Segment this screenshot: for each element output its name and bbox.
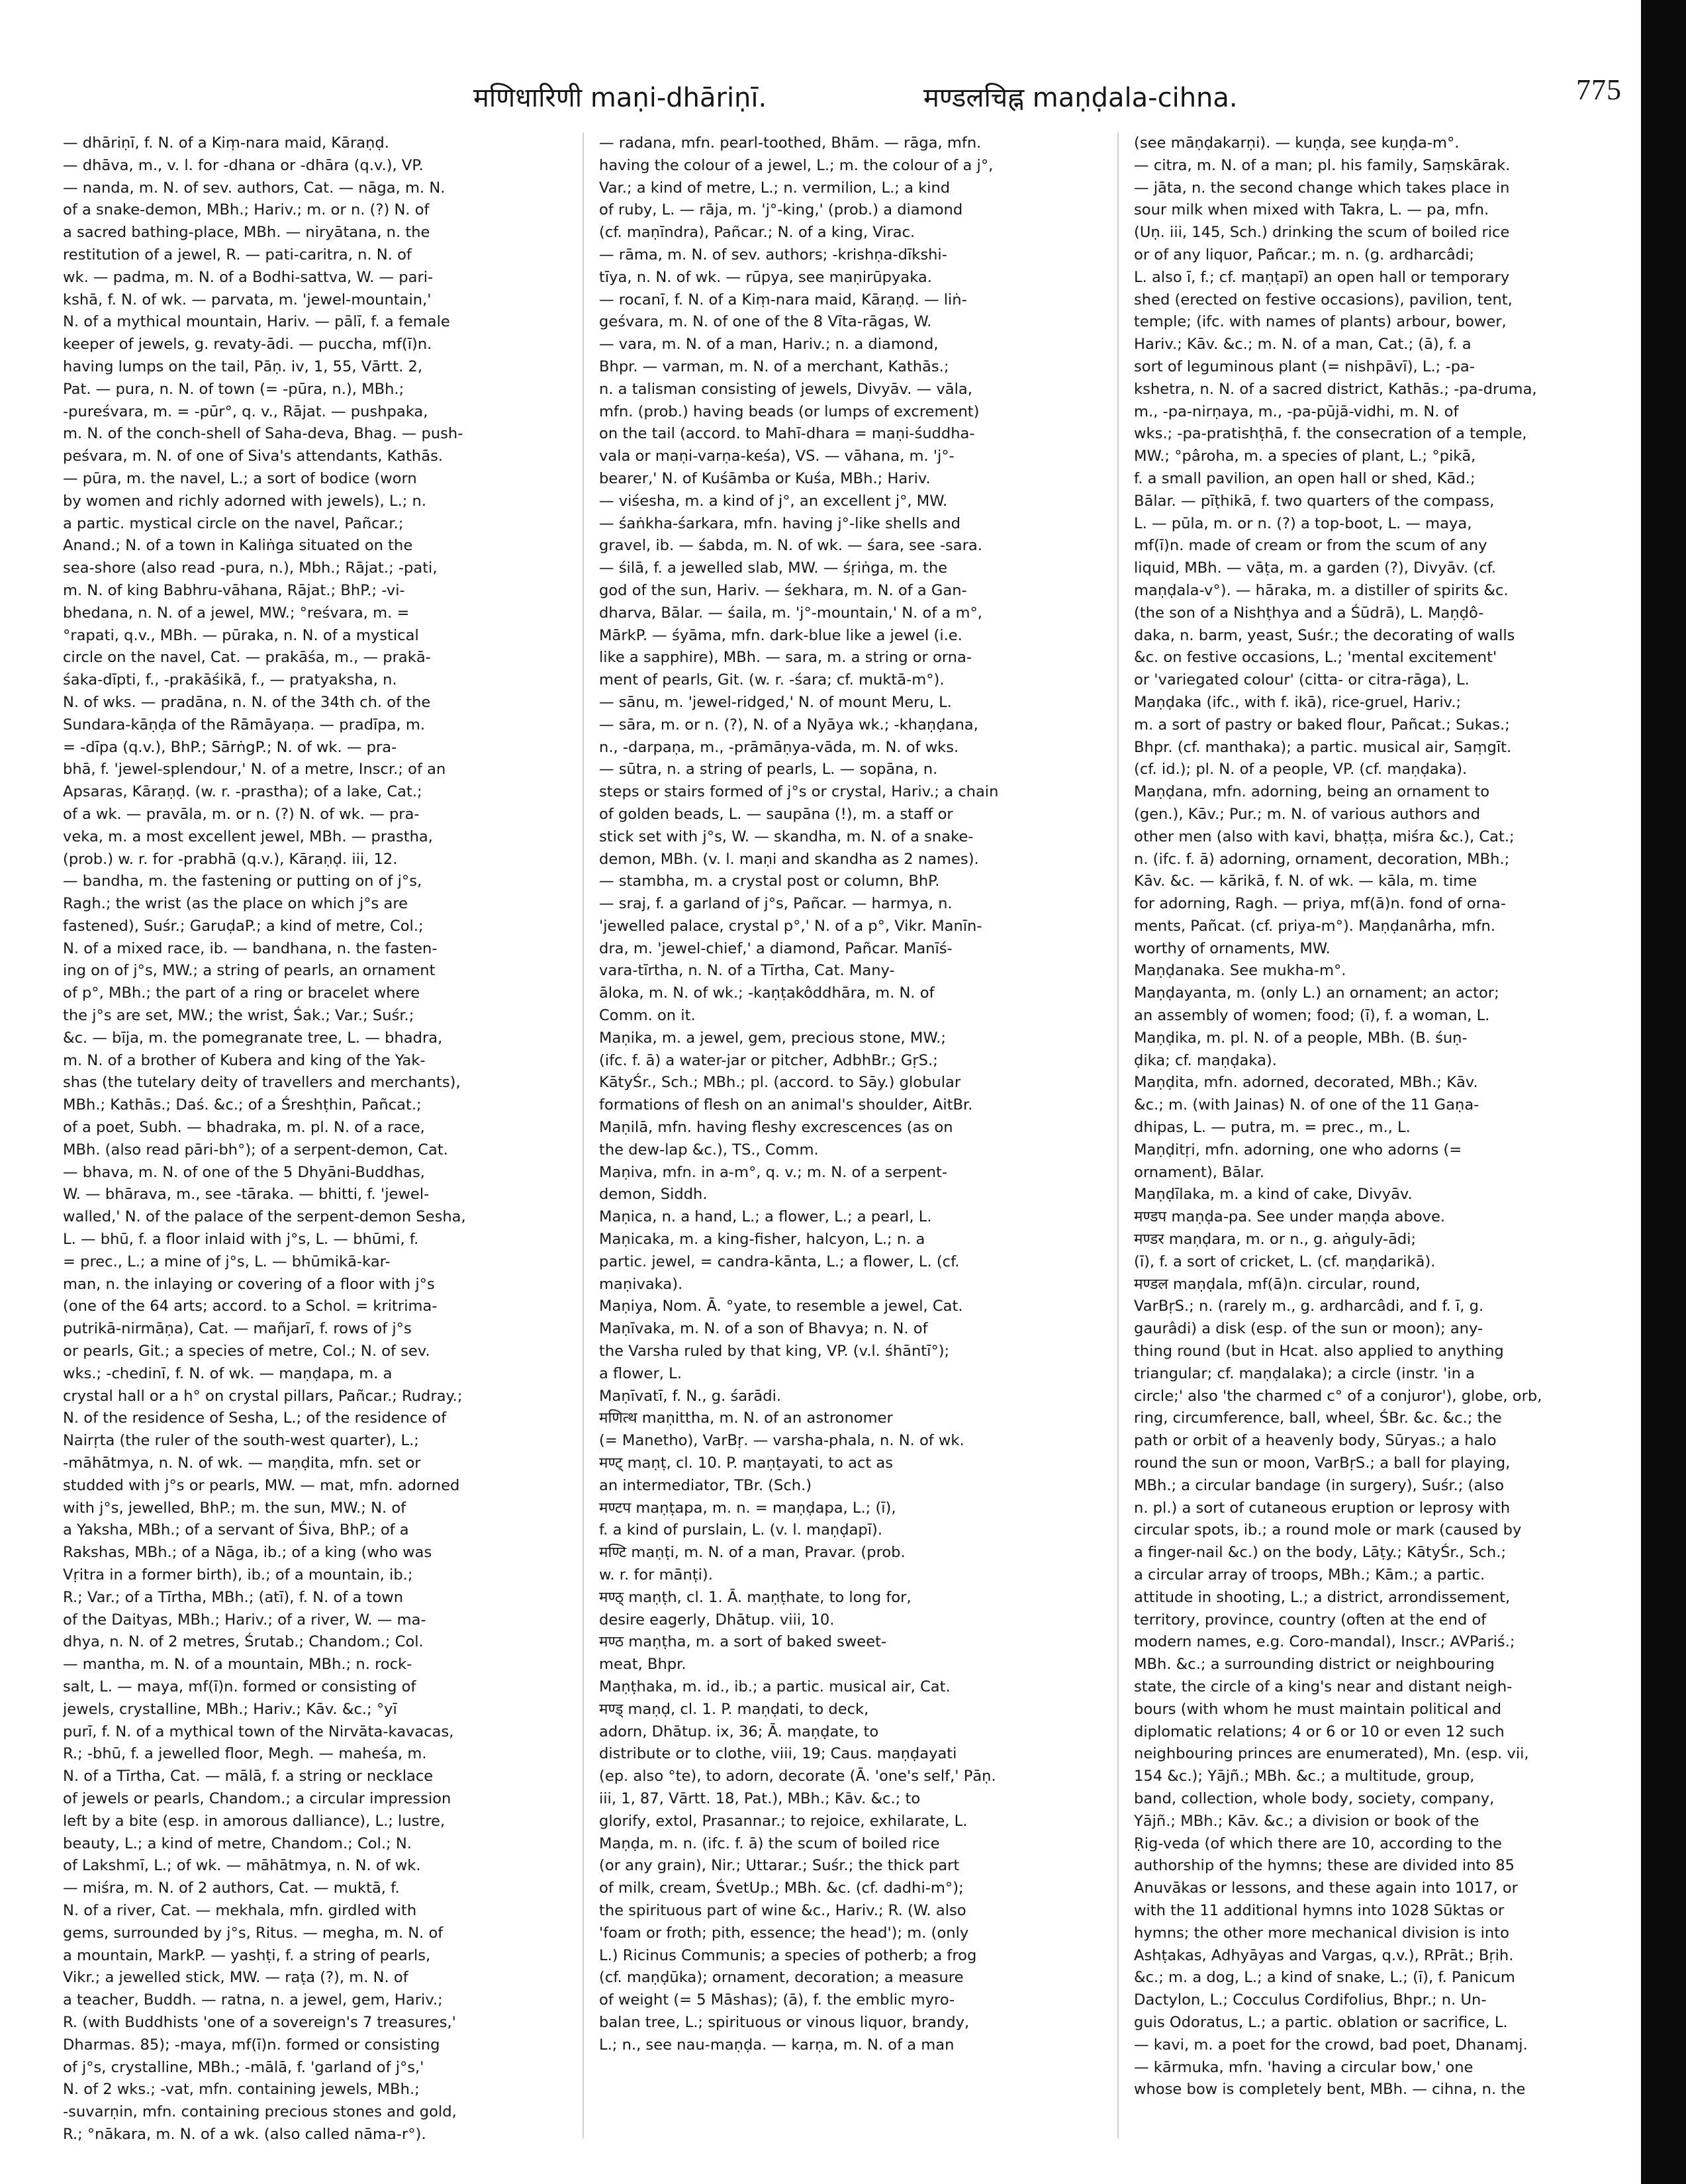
text-line: Apsaras, Kāraṇḍ. (w. r. -prastha); of a lake, Cat.; <box>63 783 422 801</box>
text-line: sea-shore (also read -pura, n.), Mbh.; Rājat.; -pati, <box>63 559 438 577</box>
text-line: crystal hall or a h° on crystal pillars, Pañcar.; Rudray.; <box>63 1387 463 1405</box>
text-line: the j°s are set, MW.; the wrist, Śak.; Var.; Suśr.; <box>63 1007 414 1025</box>
text-line: god of the sun, Hariv. — śekhara, m. N. of a Gan- <box>599 581 967 599</box>
text-line: the spirituous part of wine &c., Hariv.; R. (W. also <box>599 1901 966 1919</box>
text-line: veka, m. a most excellent jewel, MBh. — prastha, <box>63 828 433 845</box>
text-line: restitution of a jewel, R. — pati-caritra, n. N. of <box>63 246 412 263</box>
text-line: मण्ड् maṇḍ, cl. 1. P. maṇḍati, to deck, <box>599 1700 869 1718</box>
text-line: (cf. maṇīndra), Pañcar.; N. of a king, Virac. <box>599 224 915 242</box>
text-line: of Lakshmī, L.; of wk. — māhātmya, n. N. of wk. <box>63 1857 421 1875</box>
text-line: demon, MBh. (v. l. maṇi and skandha as 2 names). <box>599 850 979 868</box>
text-line: &c. — bīja, m. the pomegranate tree, L. — bhadra, <box>63 1029 443 1047</box>
text-line: — sāra, m. or n. (?), N. of a Nyāya wk.; -khaṇḍana, <box>599 716 978 734</box>
text-line: bhā, f. 'jewel-splendour,' N. of a metre, Inscr.; of an <box>63 761 446 779</box>
text-line: L. — pūla, m. or n. (?) a top-boot, L. — maya, <box>1134 514 1472 532</box>
text-line: Vikr.; a jewelled stick, MW. — raṭa (?), m. N. of <box>63 1969 408 1987</box>
text-line: Kāv. &c. — kārikā, f. N. of wk. — kāla, m. time <box>1134 873 1477 890</box>
text-line: मणित्थ maṇittha, m. N. of an astronomer <box>599 1409 893 1427</box>
text-line: putrikā-nirmāṇa), Cat. — mañjarī, f. rows of j°s <box>63 1320 412 1338</box>
text-line: L.) Ricinus Communis; a species of potherb; a frog <box>599 1946 977 1964</box>
text-line: dharva, Bālar. — śaila, m. 'j°-mountain,' N. of a m°, <box>599 604 982 622</box>
column-middle <box>599 132 1082 2145</box>
text-line: (cf. maṇḍūka); ornament, decoration; a measure <box>599 1969 964 1987</box>
text-line: — stambha, m. a crystal post or column, BhP. <box>599 873 940 890</box>
text-line: m. N. of king Babhru-vāhana, Rājat.; BhP.; -vi- <box>63 581 405 599</box>
text-line: beauty, L.; a kind of metre, Chandom.; Col.; N. <box>63 1834 412 1852</box>
text-line: a Yaksha, MBh.; of a servant of Śiva, BhP.; of a <box>63 1521 409 1539</box>
text-line: — bhava, m. N. of one of the 5 Dhyāni-Buddhas, <box>63 1163 425 1181</box>
text-line: circular spots, ib.; a round mole or mark (caused by <box>1134 1521 1522 1539</box>
text-line: man, n. the inlaying or covering of a floor with j°s <box>63 1275 435 1293</box>
text-line: 'jewelled palace, crystal p°,' N. of a p°, Vikr. Manīn- <box>599 917 982 935</box>
text-line: KātyŚr., Sch.; MBh.; pl. (accord. to Sāy.) globular <box>599 1074 961 1092</box>
text-line: daka, n. barm, yeast, Suśr.; the decorating of walls <box>1134 626 1515 644</box>
text-line: Maṇḍana, mfn. adorning, being an ornament to <box>1134 783 1490 801</box>
text-line: n., -darpaṇa, m., -prāmāṇya-vāda, m. N. of wks. <box>599 738 959 756</box>
text-line: L.; n., see nau-maṇḍa. — karṇa, m. N. of a man <box>599 2036 955 2054</box>
dictionary-page <box>63 52 1622 2157</box>
text-line: ḍika; cf. maṇḍaka). <box>1134 1051 1277 1069</box>
text-line: m. a sort of pastry or baked flour, Pañcat.; Sukas.; <box>1134 716 1510 734</box>
text-line: vala or maṇi-varṇa-keśa), VS. — vāhana, m. 'j°- <box>599 448 955 465</box>
text-line: w. r. for mānṭi). <box>599 1566 713 1584</box>
text-line: N. of a Tīrtha, Cat. — mālā, f. a string or necklace <box>63 1768 434 1785</box>
text-line: &c.; m. (with Jainas) N. of one of the 11 Gaṇa- <box>1134 1096 1479 1114</box>
text-line: āloka, m. N. of wk.; -kaṇṭakôddhāra, m. N. of <box>599 984 935 1002</box>
text-line: — dhāva, m., v. l. for -dhana or -dhāra (q.v.), VP. <box>63 156 424 174</box>
text-line: — sraj, f. a garland of j°s, Pañcar. — harmya, n. <box>599 895 953 913</box>
text-line: N. of a river, Cat. — mekhala, mfn. girdled with <box>63 1901 417 1919</box>
text-line: authorship of the hymns; these are divided into 85 <box>1134 1857 1515 1875</box>
text-line: मण्ठ् maṇṭh, cl. 1. Ā. maṇṭhate, to long for, <box>599 1588 912 1606</box>
text-line: — jāta, n. the second change which takes place in <box>1134 179 1510 197</box>
text-line: मण्ठ maṇṭha, m. a sort of baked sweet- <box>599 1633 887 1651</box>
text-line: bours (with whom he must maintain political and <box>1134 1700 1502 1718</box>
text-line: — kārmuka, mfn. 'having a circular bow,' one <box>1134 2058 1474 2076</box>
column-right <box>1134 132 1617 2145</box>
text-line: other men (also with kavi, bhaṭṭa, miśra &c.), Cat.; <box>1134 828 1515 845</box>
text-line: temple; (ifc. with names of plants) arbour, bower, <box>1134 313 1507 331</box>
column-divider <box>1117 132 1119 2138</box>
text-line: — citra, m. N. of a man; pl. his family, Saṃskārak. <box>1134 156 1511 174</box>
text-line: a partic. mystical circle on the navel, Pañcar.; <box>63 514 404 532</box>
column-divider <box>583 132 584 2138</box>
text-line: ing on of j°s, MW.; a string of pearls, an ornament <box>63 962 436 980</box>
text-line: Maṇḍika, m. pl. N. of a people, MBh. (B. śuṇ- <box>1134 1029 1468 1047</box>
text-line: of p°, MBh.; the part of a ring or bracelet where <box>63 984 420 1002</box>
text-line: dhipas, L. — putra, m. = prec., m., L. <box>1134 1119 1411 1137</box>
text-line: having the colour of a jewel, L.; m. the colour of a j°, <box>599 156 994 174</box>
text-line: = prec., L.; a mine of j°s, L. — bhūmikā-kar- <box>63 1253 391 1270</box>
text-line: or pearls, Git.; a species of metre, Col.; N. of sev. <box>63 1343 430 1360</box>
text-line: Ragh.; the wrist (as the place on which j°s are <box>63 895 408 913</box>
text-line: MBh. &c.; a surrounding district or neighbouring <box>1134 1656 1495 1674</box>
text-line: N. of 2 wks.; -vat, mfn. containing jewels, MBh.; <box>63 2081 420 2099</box>
text-line: a mountain, MarkP. — yashṭi, f. a string of pearls, <box>63 1946 431 1964</box>
text-line: — mantha, m. N. of a mountain, MBh.; n. rock- <box>63 1656 412 1674</box>
text-line: territory, province, country (often at the end of <box>1134 1611 1487 1629</box>
text-line: (the son of a Nishṭhya and a Śūdrā), L. Maṇḍô- <box>1134 604 1484 622</box>
text-line: L. also ī, f.; cf. maṇṭapī) an open hall or temporary <box>1134 268 1510 286</box>
scan-dark-edge <box>1641 0 1686 2184</box>
text-line: m., -pa-nirṇaya, m., -pa-pūjā-vidhi, m. N. of <box>1134 403 1459 420</box>
text-line: Yājñ.; MBh.; Kāv. &c.; a division or book of the <box>1134 1812 1479 1830</box>
text-line: of a wk. — pravāla, m. or n. (?) N. of wk. — pra- <box>63 805 420 823</box>
text-line: worthy of ornaments, MW. <box>1134 939 1331 957</box>
text-line: a sacred bathing-place, MBh. — niryātana, n. the <box>63 224 430 242</box>
text-line: (cf. id.); pl. N. of a people, VP. (cf. maṇḍaka). <box>1134 761 1468 779</box>
text-line: ment of pearls, Git. (w. r. -śara; cf. muktā-m°). <box>599 671 945 689</box>
text-line: by women and richly adorned with jewels), L.; n. <box>63 492 427 510</box>
text-line: MW.; °pâroha, m. a species of plant, L.; °pikā, <box>1134 448 1476 465</box>
text-line: iii, 1, 87, Vārtt. 18, Pat.), MBh.; Kāv. &c.; to <box>599 1789 921 1807</box>
text-line: MBh. (also read pāri-bh°); of a serpent-demon, Cat. <box>63 1141 448 1159</box>
text-line: Maṇilā, mfn. having fleshy excrescences (as on <box>599 1119 953 1137</box>
text-line: gaurâdi) a disk (esp. of the sun or moon); any- <box>1134 1320 1483 1338</box>
text-line: — miśra, m. N. of 2 authors, Cat. — muktā, f. <box>63 1879 400 1897</box>
text-line: °rapati, q.v., MBh. — pūraka, n. N. of a mystical <box>63 626 419 644</box>
text-line: (= Manetho), VarBṛ. — varsha-phala, n. N. of wk. <box>599 1432 964 1450</box>
text-line: keeper of jewels, g. revaty-ādi. — puccha, mf(ī)n. <box>63 336 432 354</box>
text-line: formations of flesh on an animal's shoulder, AitBr. <box>599 1096 973 1114</box>
text-line: 'foam or froth; pith, essence; the head'); m. (only <box>599 1924 969 1942</box>
page-number: 775 <box>1576 73 1622 106</box>
text-line: walled,' N. of the palace of the serpent-demon Sesha, <box>63 1208 466 1226</box>
text-line: — śaṅkha-śarkara, mfn. having j°-like shells and <box>599 514 961 532</box>
text-line: steps or stairs formed of j°s or crystal, Hariv.; a chain <box>599 783 999 801</box>
text-line: diplomatic relations; 4 or 6 or 10 or even 12 such <box>1134 1723 1505 1740</box>
text-line: a circular array of troops, MBh.; Kām.; a partic. <box>1134 1566 1485 1584</box>
text-line: on the tail (accord. to Mahī-dhara = maṇi-śuddha- <box>599 425 975 443</box>
text-line: &c.; m. a dog, L.; a kind of snake, L.; (ī), f. Panicum <box>1134 1969 1515 1987</box>
text-line: geśvara, m. N. of one of the 8 Vīta-rāgas, W. <box>599 313 932 331</box>
text-line: purī, f. N. of a mythical town of the Nirvāta-kavacas, <box>63 1723 454 1740</box>
text-line: balan tree, L.; spirituous or vinous liquor, brandy, <box>599 2013 970 2031</box>
text-line: (or any grain), Nir.; Uttarar.; Suśr.; the thick part <box>599 1857 960 1875</box>
text-line: — radana, mfn. pearl-toothed, Bhām. — rāga, mfn. <box>599 134 982 152</box>
text-line: — nanda, m. N. of sev. authors, Cat. — nāga, m. N. <box>63 179 445 197</box>
text-line: like a sapphire), MBh. — sara, m. a string or orna- <box>599 649 972 667</box>
text-line: whose bow is completely bent, MBh. — cihna, n. the <box>1134 2081 1526 2099</box>
text-line: meat, Bhpr. <box>599 1656 686 1674</box>
text-line: wk. — padma, m. N. of a Bodhi-sattva, W. — pari- <box>63 268 434 286</box>
text-line: Rakshas, MBh.; of a Nāga, ib.; of a king (who was <box>63 1544 432 1562</box>
text-line: triangular; cf. maṇḍalaka); a circle (instr. 'in a <box>1134 1364 1475 1382</box>
text-line: or of any liquor, Pañcar.; m. n. (g. ardharcâdi; <box>1134 246 1475 263</box>
text-line: — rāma, m. N. of sev. authors; -krishṇa-dīkshi- <box>599 246 947 263</box>
text-line: — rocanī, f. N. of a Kiṃ-nara maid, Kāraṇḍ. — liṅ- <box>599 291 967 309</box>
text-line: Maṇṭhaka, m. id., ib.; a partic. musical air, Cat. <box>599 1678 951 1695</box>
text-line: dra, m. 'jewel-chief,' a diamond, Pañcar. Manīś- <box>599 939 953 957</box>
text-line: salt, L. — maya, mf(ī)n. formed or consisting of <box>63 1678 416 1695</box>
text-line: MBh.; Kathās.; Daś. &c.; of a Śreshṭhin, Pañcat.; <box>63 1096 422 1114</box>
text-line: m. N. of a brother of Kubera and king of the Yak- <box>63 1051 426 1069</box>
text-line: मण्ट् maṇṭ, cl. 10. P. maṇṭayati, to act as <box>599 1454 893 1472</box>
text-line: sour milk when mixed with Takra, L. — pa, mfn. <box>1134 201 1489 219</box>
text-line: मण्डल maṇḍala, mf(ā)n. circular, round, <box>1134 1275 1421 1293</box>
text-line: kshetra, n. N. of a sacred district, Kathās.; -pa-druma, <box>1134 380 1537 398</box>
text-line: Dharmas. 85); -maya, mf(ī)n. formed or consisting <box>63 2036 440 2054</box>
text-line: the Varsha ruled by that king, VP. (v.l. śhāntī°); <box>599 1343 950 1360</box>
text-line: Bālar. — pīṭhikā, f. two quarters of the compass, <box>1134 492 1495 510</box>
text-line: or 'variegated colour' (citta- or citra-rāga), L. <box>1134 671 1470 689</box>
text-line: of weight (= 5 Māshas); (ā), f. the emblic myro- <box>599 1991 955 2009</box>
text-line: MBh.; a circular bandage (in surgery), Suśr.; (also <box>1134 1476 1505 1494</box>
text-line: neighbouring princes are enumerated), Mn. (esp. vii, <box>1134 1745 1529 1763</box>
text-line: circle on the navel, Cat. — prakāśa, m., — prakā- <box>63 649 431 667</box>
text-line: -suvarṇin, mfn. containing precious stones and gold, <box>63 2103 457 2121</box>
text-line: ring, circumference, ball, wheel, ŚBr. &c. &c.; the <box>1134 1409 1502 1427</box>
text-line: N. of wks. — pradāna, n. N. of the 34th ch. of the <box>63 693 431 711</box>
text-line: = -dīpa (q.v.), BhP.; SārṅgP.; N. of wk. — pra- <box>63 738 397 756</box>
text-line: (gen.), Kāv.; Pur.; m. N. of various authors and <box>1134 805 1481 823</box>
text-line: shas (the tutelary deity of travellers and merchants), <box>63 1074 461 1092</box>
text-line: Maṇḍa, m. n. (ifc. f. ā) the scum of boiled rice <box>599 1834 940 1852</box>
text-line: Vṛitra in a former birth), ib.; of a mountain, ib.; <box>63 1566 413 1584</box>
text-line: n. pl.) a sort of cutaneous eruption or leprosy with <box>1134 1499 1511 1517</box>
text-line: adorn, Dhātup. ix, 36; Ā. maṇḍate, to <box>599 1723 879 1740</box>
text-line: kshā, f. N. of wk. — parvata, m. 'jewel-mountain,' <box>63 291 432 309</box>
text-line: shed (erected on festive occasions), pavilion, tent, <box>1134 291 1513 309</box>
text-line: (one of the 64 arts; accord. to a Schol. = kritrima- <box>63 1298 438 1315</box>
text-line: of golden beads, L. — saupāna (!), m. a staff or <box>599 805 953 823</box>
text-line: śaka-dīpti, f., -prakāśikā, f., — pratyaksha, n. <box>63 671 397 689</box>
text-line: W. — bhārava, m., see -tāraka. — bhitti, f. 'jewel- <box>63 1186 430 1204</box>
text-line: N. of a mythical mountain, Hariv. — pālī, f. a female <box>63 313 450 331</box>
page-header <box>63 73 1622 131</box>
text-line: Dactylon, L.; Cocculus Cordifolius, Bhpr.; n. Un- <box>1134 1991 1487 2009</box>
text-line: left by a bite (esp. in amorous dalliance), L.; lustre, <box>63 1812 445 1830</box>
text-line: Maṇḍitṛi, mfn. adorning, one who adorns (= <box>1134 1141 1462 1159</box>
text-line: studded with j°s or pearls, MW. — mat, mfn. adorned <box>63 1476 460 1494</box>
text-line: — pūra, m. the navel, L.; a sort of bodice (worn <box>63 469 417 487</box>
text-line: distribute or to clothe, viii, 19; Caus. maṇḍayati <box>599 1745 957 1763</box>
text-line: gems, surrounded by j°s, Ritus. — megha, m. N. of <box>63 1924 444 1942</box>
text-line: (ep. also °te), to adorn, decorate (Ā. 'one's self,' Pāṇ. <box>599 1768 996 1785</box>
text-line: maṇḍala-v°). — hāraka, m. a distiller of spirits &c. <box>1134 581 1509 599</box>
text-line: Maṇiva, mfn. in a-m°, q. v.; m. N. of a serpent- <box>599 1163 948 1181</box>
text-line: Sundara-kāṇḍa of the Rāmāyaṇa. — pradīpa, m. <box>63 716 426 734</box>
text-line: desire eagerly, Dhātup. viii, 10. <box>599 1611 835 1629</box>
text-line: Maṇḍayanta, m. (only L.) an ornament; an actor; <box>1134 984 1499 1002</box>
text-line: R.; -bhū, f. a jewelled floor, Megh. — maheśa, m. <box>63 1745 427 1763</box>
text-line: bhedana, n. N. of a jewel, MW.; °reśvara, m. = <box>63 604 410 622</box>
text-line: Comm. on it. <box>599 1007 696 1025</box>
text-line: Ṛig-veda (of which there are 10, according to the <box>1134 1834 1502 1852</box>
text-line: with j°s, jewelled, BhP.; m. the sun, MW.; N. of <box>63 1499 406 1517</box>
text-line: jewels, crystalline, MBh.; Hariv.; Kāv. &c.; °yī <box>63 1700 397 1718</box>
text-line: peśvara, m. N. of one of Siva's attendants, Kathās. <box>63 448 444 465</box>
text-line: Maṇica, n. a hand, L.; a flower, L.; a pearl, L. <box>599 1208 932 1226</box>
text-line: a teacher, Buddh. — ratna, n. a jewel, gem, Hariv.; <box>63 1991 443 2009</box>
text-line: मण्डर maṇḍara, m. or n., g. aṅguly-ādi; <box>1134 1231 1417 1249</box>
text-line: n. (ifc. f. ā) adorning, ornament, decoration, MBh.; <box>1134 850 1510 868</box>
text-line: f. a kind of purslain, L. (v. l. maṇḍapī). <box>599 1521 883 1539</box>
text-line: demon, Siddh. <box>599 1186 708 1204</box>
text-line: Maṇīvatī, f. N., g. śarādi. <box>599 1387 782 1405</box>
text-line: mfn. (prob.) having beads (or lumps of excrement) <box>599 403 980 420</box>
text-line: — sūtra, n. a string of pearls, L. — sopāna, n. <box>599 761 938 779</box>
text-line: partic. jewel, = candra-kānta, L.; a flower, L. (cf. <box>599 1253 960 1270</box>
text-line: guis Odoratus, L.; a partic. oblation or sacrifice, L. <box>1134 2013 1508 2031</box>
text-line: Maṇīvaka, m. N. of a son of Bhavya; n. N. of <box>599 1320 928 1338</box>
text-line: (prob.) w. r. for -prabhā (q.v.), Kāraṇḍ. iii, 12. <box>63 850 398 868</box>
text-line: glorify, extol, Prasannar.; to rejoice, exhilarate, L. <box>599 1812 968 1830</box>
text-line: fastened), Suśr.; GaruḍaP.; a kind of metre, Col.; <box>63 917 424 935</box>
text-line: a flower, L. <box>599 1364 682 1382</box>
text-line: an assembly of women; food; (ī), f. a woman, L. <box>1134 1007 1490 1025</box>
text-line: R.; °nākara, m. N. of a wk. (also called nāma-r°). <box>63 2125 426 2143</box>
text-line: of a poet, Subh. — bhadraka, m. pl. N. of a race, <box>63 1119 425 1137</box>
text-line: of jewels or pearls, Chandom.; a circular impression <box>63 1789 451 1807</box>
text-line: of j°s, crystalline, MBh.; -mālā, f. 'garland of j°s,' <box>63 2058 424 2076</box>
text-line: Maṇḍīlaka, m. a kind of cake, Divyāv. <box>1134 1186 1413 1204</box>
text-line: dhya, n. N. of 2 metres, Śrutab.; Chandom.; Col. <box>63 1633 424 1651</box>
text-line: a finger-nail &c.) on the body, Lāṭy.; KātyŚr., Sch.; <box>1134 1544 1507 1562</box>
text-line: vara-tīrtha, n. N. of a Tīrtha, Cat. Many- <box>599 962 895 980</box>
text-line: — dhāriṇī, f. N. of a Kiṃ-nara maid, Kāraṇḍ. <box>63 134 389 152</box>
text-line: of a snake-demon, MBh.; Hariv.; m. or n. (?) N. of <box>63 201 430 219</box>
text-line: modern names, e.g. Coro-mandal), Inscr.; AVPariś.; <box>1134 1633 1515 1651</box>
text-line: f. a small pavilion, an open hall or shed, Kād.; <box>1134 469 1475 487</box>
text-line: wks.; -chedinī, f. N. of wk. — maṇḍapa, m. a <box>63 1364 393 1382</box>
text-line: path or orbit of a heavenly body, Sūryas.; a halo <box>1134 1432 1497 1450</box>
text-line: — śilā, f. a jewelled slab, MW. — śṛiṅga, m. the <box>599 559 948 577</box>
text-line: of the Daityas, MBh.; Hariv.; of a river, W. — ma- <box>63 1611 426 1629</box>
text-line: n. a talisman consisting of jewels, Divyāv. — vāla, <box>599 380 972 398</box>
text-line: m. N. of the conch-shell of Saha-deva, Bhag. — push- <box>63 425 463 443</box>
text-line: -māhātmya, n. N. of wk. — maṇḍita, mfn. set or <box>63 1454 421 1472</box>
text-line: R. (with Buddhists 'one of a sovereign's 7 treasures,' <box>63 2013 456 2031</box>
text-line: (Uṇ. iii, 145, Sch.) drinking the scum of boiled rice <box>1134 224 1510 242</box>
text-line: Anand.; N. of a town in Kaliṅga situated on the <box>63 537 413 555</box>
text-line: hymns; the other more mechanical division is into <box>1134 1924 1509 1942</box>
text-line: having lumps on the tail, Pāṇ. iv, 1, 55, Vārtt. 2, <box>63 357 423 375</box>
text-line: Bhpr. (cf. manthaka); a partic. musical air, Saṃgīt. <box>1134 738 1512 756</box>
text-line: VarBṛS.; n. (rarely m., g. ardharcâdi, and f. ī, g. <box>1134 1298 1484 1315</box>
text-line: circle;' also 'the charmed c° of a conjuror'), globe, orb, <box>1134 1387 1542 1405</box>
text-line: stick set with j°s, W. — skandha, m. N. of a snake- <box>599 828 974 845</box>
text-line: 154 &c.); Yājñ.; MBh. &c.; a multitude, group, <box>1134 1768 1475 1785</box>
text-line: ments, Pañcat. (cf. priya-m°). Maṇḍanârha, mfn. <box>1134 917 1496 935</box>
text-line: ornament), Bālar. <box>1134 1163 1265 1181</box>
text-line: मण्डप maṇḍa-pa. See under maṇḍa above. <box>1134 1208 1446 1226</box>
text-line: mf(ī)n. made of cream or from the scum of any <box>1134 537 1487 555</box>
text-line: attitude in shooting, L.; a district, arrondissement, <box>1134 1588 1511 1606</box>
text-line: thing round (but in Hcat. also applied to anything <box>1134 1343 1504 1360</box>
text-line: Pat. — pura, n. N. of town (= -pūra, n.), MBh.; <box>63 380 404 398</box>
text-line: MārkP. — śyāma, mfn. dark-blue like a jewel (i.e. <box>599 626 962 644</box>
column-left <box>63 132 546 2145</box>
text-line: -pureśvara, m. = -pūr°, q. v., Rājat. — pushpaka, <box>63 403 428 420</box>
text-line: state, the circle of a king's near and distant neigh- <box>1134 1678 1513 1695</box>
text-line: maṇivaka). <box>599 1275 683 1293</box>
text-line: — vara, m. N. of a man, Hariv.; n. a diamond, <box>599 336 939 354</box>
text-line: मण्टप maṇṭapa, m. n. = maṇḍapa, L.; (ī), <box>599 1499 896 1517</box>
text-line: liquid, MBh. — vāṭa, m. a garden (?), Divyāv. (cf. <box>1134 559 1497 577</box>
text-line: Maṇika, m. a jewel, gem, precious stone, MW.; <box>599 1029 946 1047</box>
text-line: an intermediator, TBr. (Sch.) <box>599 1476 812 1494</box>
text-line: Maṇiya, Nom. Ā. °yate, to resemble a jewel, Cat. <box>599 1298 963 1315</box>
text-line: Maṇḍaka (ifc., with f. ikā), rice-gruel, Hariv.; <box>1134 693 1462 711</box>
text-line: tīya, n. N. of wk. — rūpya, see maṇirūpyaka. <box>599 268 932 286</box>
text-line: Var.; a kind of metre, L.; n. vermilion, L.; a kind <box>599 179 951 197</box>
text-line: &c. on festive occasions, L.; 'mental excitement' <box>1134 649 1497 667</box>
text-line: (see māṇḍakarṇi). — kuṇḍa, see kuṇḍa-m°. <box>1134 134 1460 152</box>
text-line: for adorning, Ragh. — priya, mf(ā)n. fond of orna- <box>1134 895 1506 913</box>
text-line: sort of leguminous plant (= nishpāvī), L.; -pa- <box>1134 357 1475 375</box>
text-line: gravel, ib. — śabda, m. N. of wk. — śara, see -sara. <box>599 537 982 555</box>
header-center-headword: मण्डलचिह्न maṇḍala-cihna. <box>923 83 1238 113</box>
text-line: N. of a mixed race, ib. — bandhana, n. the fasten- <box>63 939 438 957</box>
text-line: of milk, cream, ŚvetUp.; MBh. &c. (cf. dadhi-m°); <box>599 1879 964 1897</box>
text-line: — sānu, m. 'jewel-ridged,' N. of mount Meru, L. <box>599 693 952 711</box>
text-line: Ashṭakas, Adhyāyas and Vargas, q.v.), RPrāt.; Bṛih. <box>1134 1946 1514 1964</box>
text-line: with the 11 additional hymns into 1028 Sūktas or <box>1134 1901 1505 1919</box>
text-line: N. of the residence of Sesha, L.; of the residence of <box>63 1409 447 1427</box>
text-line: the dew-lap &c.), TS., Comm. <box>599 1141 819 1159</box>
text-line: — bandha, m. the fastening or putting on of j°s, <box>63 873 422 890</box>
text-line: Hariv.; Kāv. &c.; m. N. of a man, Cat.; (ā), f. a <box>1134 336 1472 354</box>
text-line: round the sun or moon, VarBṛS.; a ball for playing, <box>1134 1454 1511 1472</box>
text-line: R.; Var.; of a Tīrtha, MBh.; (atī), f. N. of a town <box>63 1588 404 1606</box>
text-line: L. — bhū, f. a floor inlaid with j°s, L. — bhūmi, f. <box>63 1231 419 1249</box>
text-line: (ī), f. a sort of cricket, L. (cf. maṇḍarikā). <box>1134 1253 1436 1270</box>
text-line: Maṇḍita, mfn. adorned, decorated, MBh.; Kāv. <box>1134 1074 1478 1092</box>
text-line: of ruby, L. — rāja, m. 'j°-king,' (prob.) a diamond <box>599 201 963 219</box>
text-line: Maṇḍanaka. See mukha-m°. <box>1134 962 1346 980</box>
text-line: Anuvākas or lessons, and these again into 1017, or <box>1134 1879 1518 1897</box>
text-line: Bhpr. — varman, m. N. of a merchant, Kathās.; <box>599 357 949 375</box>
text-line: wks.; -pa-pratishṭhā, f. the consecration of a temple, <box>1134 425 1527 443</box>
text-line: — kavi, m. a poet for the crowd, bad poet, Dhanamj. <box>1134 2036 1528 2054</box>
text-line: Maṇicaka, m. a king-fisher, halcyon, L.; n. a <box>599 1231 925 1249</box>
text-line: (ifc. f. ā) a water-jar or pitcher, AdbhBr.; GṛS.; <box>599 1051 938 1069</box>
header-left-headword: मणिधारिणी maṇi-dhāriṇī. <box>473 83 767 113</box>
text-line: Nairṛta (the ruler of the south-west quarter), L.; <box>63 1432 419 1450</box>
text-line: मण्टि maṇṭi, m. N. of a man, Pravar. (prob. <box>599 1544 906 1562</box>
text-line: — viśesha, m. a kind of j°, an excellent j°, MW. <box>599 492 948 510</box>
text-line: band, collection, whole body, society, company, <box>1134 1789 1495 1807</box>
text-line: bearer,' N. of Kuśāmba or Kuśa, MBh.; Hariv. <box>599 469 931 487</box>
